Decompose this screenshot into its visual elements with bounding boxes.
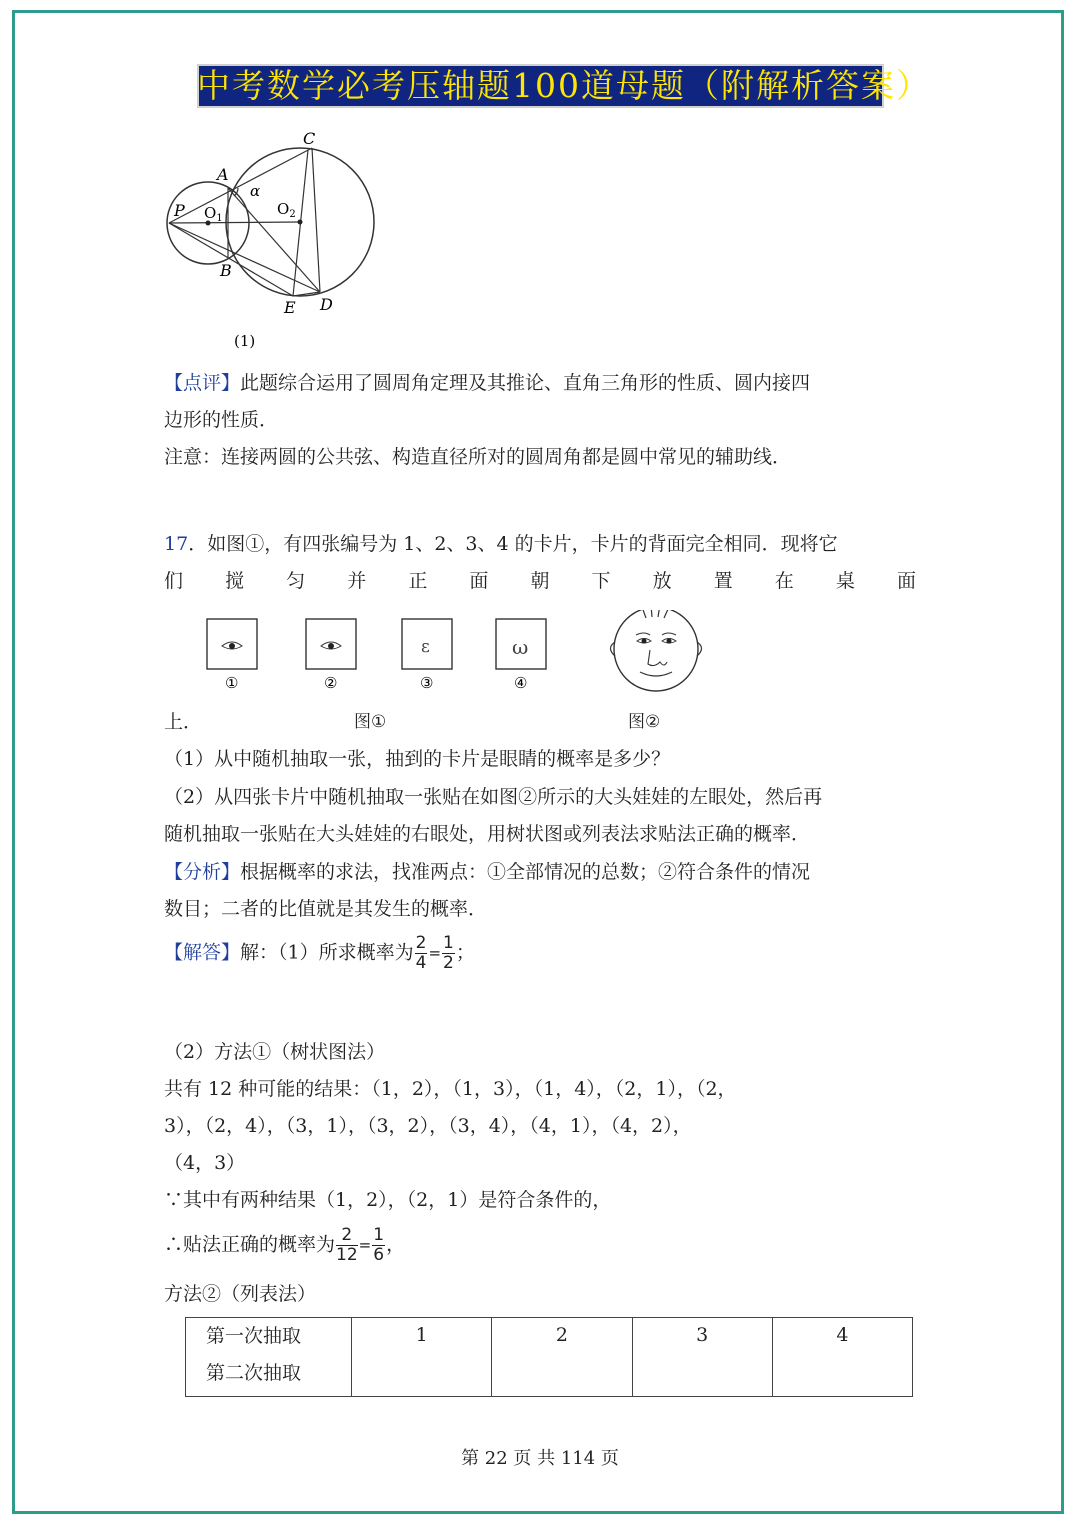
method1-line2: 3），（2，4），（3，1），（3，2），（3，4），（4，1），（4，2）， xyxy=(164,1115,692,1137)
method1-line3: （4，3） xyxy=(164,1152,246,1174)
line-ad xyxy=(228,188,320,292)
analysis-line1: 【分析】根据概率的求法，找准两点：①全部情况的总数；②符合条件的情况 xyxy=(164,861,811,883)
eye-icon xyxy=(222,642,242,649)
problem-line2-spread: 们 搅 匀 并 正 面 朝 下 放 置 在 桌 面 xyxy=(164,570,916,592)
card-4-glyph: ω xyxy=(512,635,529,659)
method1-line5: ∴贴法正确的概率为 $\frac{2}{12}$ = $\frac{1}{6}$ ， xyxy=(164,1225,406,1265)
line-pe xyxy=(169,223,293,296)
problem-number: 17 xyxy=(164,533,189,555)
figure1-caption: (1) xyxy=(234,332,256,350)
label-a: A xyxy=(217,165,229,184)
table-header-cell: 第一次抽取 第二次抽取 xyxy=(186,1318,352,1397)
doll-face xyxy=(611,610,702,691)
comment-note: 注意：连接两圆的公共弦、构造直径所对的圆周角都是圆中常见的辅助线． xyxy=(164,446,792,468)
label-p: P xyxy=(174,201,185,220)
figure2-label: 图② xyxy=(628,712,661,732)
answer-line: 【解答】解：（1）所求概率为 $\frac{2}{4}$ = $\frac{1}{2}$ ； xyxy=(164,933,475,973)
page-footer: 第 22 页 共 114 页 xyxy=(461,1448,619,1469)
line-po2 xyxy=(169,222,300,223)
label-d: D xyxy=(320,295,333,314)
label-c: C xyxy=(303,129,316,148)
table-column-2: 2 xyxy=(492,1318,632,1397)
question-2-line1: （2）从四张卡片中随机抽取一张贴在如图②所示的大头娃娃的左眼处，然后再 xyxy=(164,786,823,808)
label-o2: $O_2$ xyxy=(277,200,296,220)
label-b: B xyxy=(220,261,232,280)
comment-line2: 边形的性质． xyxy=(164,409,279,431)
label-o1: $O_1$ xyxy=(204,204,223,224)
fraction-2-4: $\frac{2}{4}$ xyxy=(415,933,427,973)
question-1: （1）从中随机抽取一张，抽到的卡片是眼睛的概率是多少？ xyxy=(164,748,671,770)
fraction-2-12: $\frac{2}{12}$ xyxy=(336,1225,358,1265)
method1-title: （2）方法①（树状图法） xyxy=(164,1041,386,1063)
figure1-label: 图① xyxy=(354,712,387,732)
label-alpha: α xyxy=(250,182,261,200)
question-2-line2: 随机抽取一张贴在大头娃娃的右眼处，用树状图或列表法求贴法正确的概率． xyxy=(164,823,811,845)
card-4-label: ④ xyxy=(514,674,528,692)
problem-line2 xyxy=(164,563,919,600)
table-column-4: 4 xyxy=(772,1318,912,1397)
card-2-label: ② xyxy=(324,674,338,692)
label-e: E xyxy=(284,298,296,317)
card-3-glyph: ε xyxy=(421,637,430,657)
method1-line1: 共有 12 种可能的结果：（1，2），（1，3），（1，4），（2，1），（2， xyxy=(164,1078,737,1100)
table-row xyxy=(186,1318,913,1397)
document-title: 中考数学必考压轴题100道母题（附解析答案） xyxy=(197,64,884,108)
line-cd xyxy=(312,148,320,292)
problem-line1: 17．如图①，有四张编号为 1、2、3、4 的卡片，卡片的背面完全相同．现将它 xyxy=(164,533,838,555)
eye-icon xyxy=(321,642,341,649)
draw-table xyxy=(185,1317,913,1397)
point-o2 xyxy=(298,220,303,225)
comment-line1: 【点评】此题综合运用了圆周角定理及其推论、直角三角形的性质、圆内接四 xyxy=(164,372,811,394)
card-3-label: ③ xyxy=(420,674,434,692)
table-column-3: 3 xyxy=(632,1318,772,1397)
card-1-label: ① xyxy=(225,674,239,692)
answer-tag: 【解答】 xyxy=(164,941,241,964)
fraction-1-6: $\frac{1}{6}$ xyxy=(373,1225,385,1265)
comment-tag: 【点评】 xyxy=(164,372,241,394)
method1-line4: ∵其中有两种结果（1，2），（2，1）是符合条件的， xyxy=(164,1189,612,1211)
analysis-tag: 【分析】 xyxy=(164,861,241,883)
analysis-line2: 数目；二者的比值就是其发生的概率． xyxy=(164,898,488,920)
two-circles-figure xyxy=(160,126,390,356)
method2-title: 方法②（列表法） xyxy=(164,1283,317,1305)
problem-line3: 上． xyxy=(164,711,203,733)
fraction-1-2: $\frac{1}{2}$ xyxy=(443,933,454,973)
table-column-1: 1 xyxy=(352,1318,492,1397)
